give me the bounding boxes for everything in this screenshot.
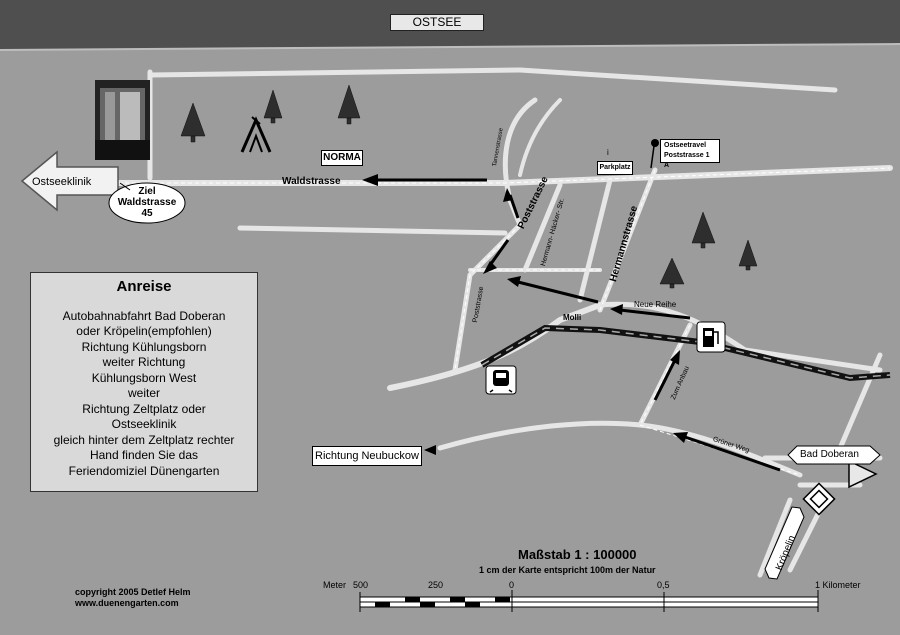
- norma-label: NORMA: [321, 150, 363, 166]
- ziel-line2: Waldstrasse: [117, 197, 177, 208]
- scale-tick-500: 500: [353, 580, 369, 590]
- hermannstrasse-label: Hermannstrasse: [608, 204, 641, 284]
- scale-subtitle: 1 cm der Karte entspricht 100m der Natur: [479, 565, 656, 575]
- copyright-line2: www.duenengarten.com: [75, 598, 179, 608]
- directions-line: weiter: [127, 386, 160, 400]
- parkplatz-marker: i: [607, 148, 609, 157]
- hermann-hacker-label: Hermann- Häcker- Str.: [540, 197, 567, 267]
- richtung-neubuckow-label: Richtung Neubuckow: [312, 446, 422, 466]
- poststrasse-label-a: Poststrasse: [516, 175, 551, 231]
- bad-doberan-label: Bad Doberan: [800, 449, 859, 460]
- gruener-weg-label: Grüner Weg: [711, 436, 751, 455]
- scale-tick-05: 0,5: [657, 580, 670, 590]
- location-pin-icon: [651, 139, 659, 168]
- directions-line: Richtung Kühlungsborn: [81, 339, 207, 354]
- train-station-icon: [486, 366, 516, 394]
- directions-line: Kühlungsborn West: [91, 370, 197, 385]
- scale-title: Maßstab 1 : 100000: [518, 547, 637, 562]
- directions-line: Hand finden Sie das: [89, 448, 199, 462]
- kroepelin-label: Kröpelin: [774, 533, 798, 573]
- neue-reihe-label: Neue Reihe: [634, 300, 677, 309]
- directions-title: Anreise: [116, 278, 172, 295]
- gas-station-icon: [697, 322, 725, 352]
- molli-label: Molli: [563, 313, 582, 322]
- scale-label-meter: Meter: [323, 580, 347, 590]
- directions-line: gleich hinter dem Zeltplatz rechter: [53, 432, 235, 447]
- ziel-label: [109, 186, 185, 219]
- scale-tick-0: 0: [509, 580, 515, 590]
- waldstrasse-label: Waldstrasse: [282, 176, 341, 187]
- tannenstrasse-label: Tannenstrasse: [492, 127, 505, 168]
- ostseetravel-label: [660, 139, 720, 169]
- scale-tick-1km: 1 Kilometer: [815, 580, 861, 590]
- directions-line: Feriendomiziel Dünengarten: [68, 463, 220, 478]
- ostseeklinik-label: Ostseeklinik: [32, 176, 92, 188]
- scale-bar: [360, 590, 818, 612]
- photo-house: [95, 80, 150, 160]
- parkplatz-label: Parkplatz: [597, 161, 633, 175]
- scale-tick-250: 250: [428, 580, 444, 590]
- directions-box: [30, 272, 258, 492]
- directions-line: Autobahnabfahrt Bad Doberan: [62, 308, 226, 323]
- ostseetravel-line1: Ostseetravel: [664, 142, 707, 149]
- copyright-line1: copyright 2005 Detlef Helm: [75, 587, 191, 597]
- copyright: [75, 587, 191, 609]
- road-sign-icon: [803, 483, 834, 514]
- directions-line: weiter Richtung: [102, 355, 186, 369]
- poststrasse-label-b: Poststrasse: [472, 285, 486, 324]
- arrow-icon: [849, 461, 876, 487]
- ziel-line3: 45: [141, 208, 153, 219]
- zum-anbau-label: Zum Anbau: [670, 365, 691, 401]
- directions-line: Richtung Zeltplatz oder: [82, 401, 206, 416]
- tent-icon: [242, 117, 270, 152]
- directions-line: oder Kröpelin(empfohlen): [76, 324, 212, 338]
- directions-line: Ostseeklinik: [111, 417, 177, 431]
- sea-label: OSTSEE: [390, 14, 484, 31]
- ziel-line1: Ziel: [138, 186, 156, 197]
- ostseetravel-line2: Poststrasse 1 A: [664, 152, 710, 169]
- tree-icons: [181, 85, 757, 288]
